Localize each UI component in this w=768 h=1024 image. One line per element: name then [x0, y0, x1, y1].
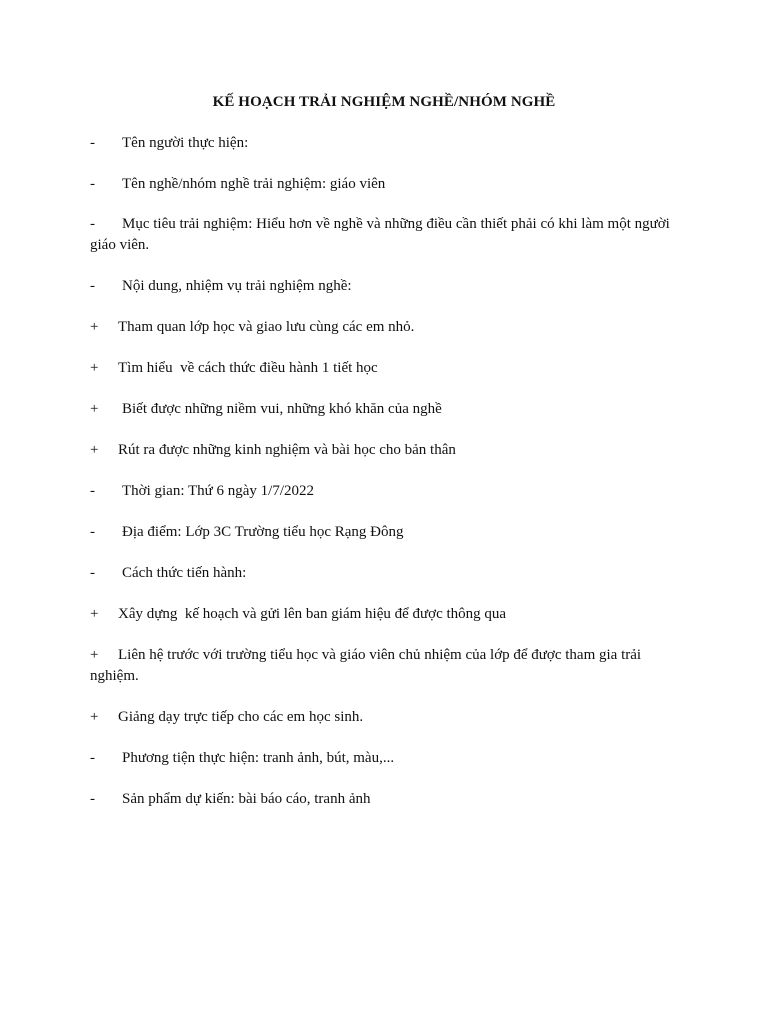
list-item-text: Tìm hiểu về cách thức điều hành 1 tiết học — [118, 360, 378, 376]
dash-marker: - — [90, 565, 95, 581]
list-item — [90, 174, 690, 195]
list-item-text: Rút ra được những kinh nghiệm và bài học cho bản thân — [118, 442, 456, 458]
list-item — [90, 748, 690, 769]
list-item — [90, 317, 690, 338]
document-title: KẾ HOẠCH TRẢI NGHIỆM NGHỀ/NHÓM NGHỀ — [212, 94, 556, 110]
list-item — [90, 358, 690, 379]
list-item-text: Tham quan lớp học và giao lưu cùng các em nhỏ. — [118, 319, 415, 335]
list-item-text: Cách thức tiến hành: — [122, 565, 247, 581]
dash-marker: - — [90, 791, 95, 807]
list-item-text: Giảng dạy trực tiếp cho các em học sinh. — [118, 709, 364, 725]
list-item-text: Phương tiện thực hiện: tranh ảnh, bút, màu,... — [122, 750, 395, 766]
dash-marker: - — [90, 524, 95, 540]
list-item — [90, 399, 690, 420]
plus-marker: + — [90, 401, 99, 417]
list-item-text: Biết được những niềm vui, những khó khăn của nghề — [122, 401, 442, 417]
dash-marker: - — [90, 278, 95, 294]
list-item — [90, 522, 690, 543]
dash-marker: - — [90, 483, 95, 499]
dash-marker: - — [90, 135, 95, 151]
plus-marker: + — [90, 709, 99, 725]
list-item-text: Địa điểm: Lớp 3C Trường tiểu học Rạng Đông — [122, 524, 404, 540]
list-item — [90, 707, 690, 728]
plus-marker: + — [90, 647, 99, 663]
list-item — [90, 563, 690, 584]
dash-marker: - — [90, 176, 95, 192]
plus-marker: + — [90, 442, 99, 458]
list-item-text: Tên nghề/nhóm nghề trải nghiệm: giáo viên — [122, 176, 386, 192]
list-item — [90, 789, 690, 810]
list-item-text: Xây dựng kế hoạch và gửi lên ban giám hiệu để được thông qua — [118, 606, 507, 622]
plus-marker: + — [90, 606, 99, 622]
list-item-text: Liên hệ trước với trường tiểu học và giáo viên chủ nhiệm của lớp để được tham gia trải nghiệm. — [90, 647, 642, 684]
plus-marker: + — [90, 319, 99, 335]
list-item-text: Thời gian: Thứ 6 ngày 1/7/2022 — [122, 483, 315, 499]
list-item — [90, 604, 690, 625]
plus-marker: + — [90, 360, 99, 376]
list-item — [90, 645, 650, 686]
list-item — [90, 481, 690, 502]
dash-marker: - — [90, 750, 95, 766]
dash-marker: - — [90, 216, 95, 232]
list-item — [90, 440, 690, 461]
list-item — [90, 214, 676, 255]
list-item-text: Sản phẩm dự kiến: bài báo cáo, tranh ảnh — [122, 791, 371, 807]
list-item-text: Nội dung, nhiệm vụ trải nghiệm nghề: — [122, 278, 352, 294]
list-item — [90, 276, 690, 297]
list-item-text: Mục tiêu trải nghiệm: Hiểu hơn về nghề và những điều cần thiết phải có khi làm một người giáo viên. — [90, 216, 670, 253]
list-item — [90, 133, 690, 154]
list-item-text: Tên người thực hiện: — [122, 135, 249, 151]
